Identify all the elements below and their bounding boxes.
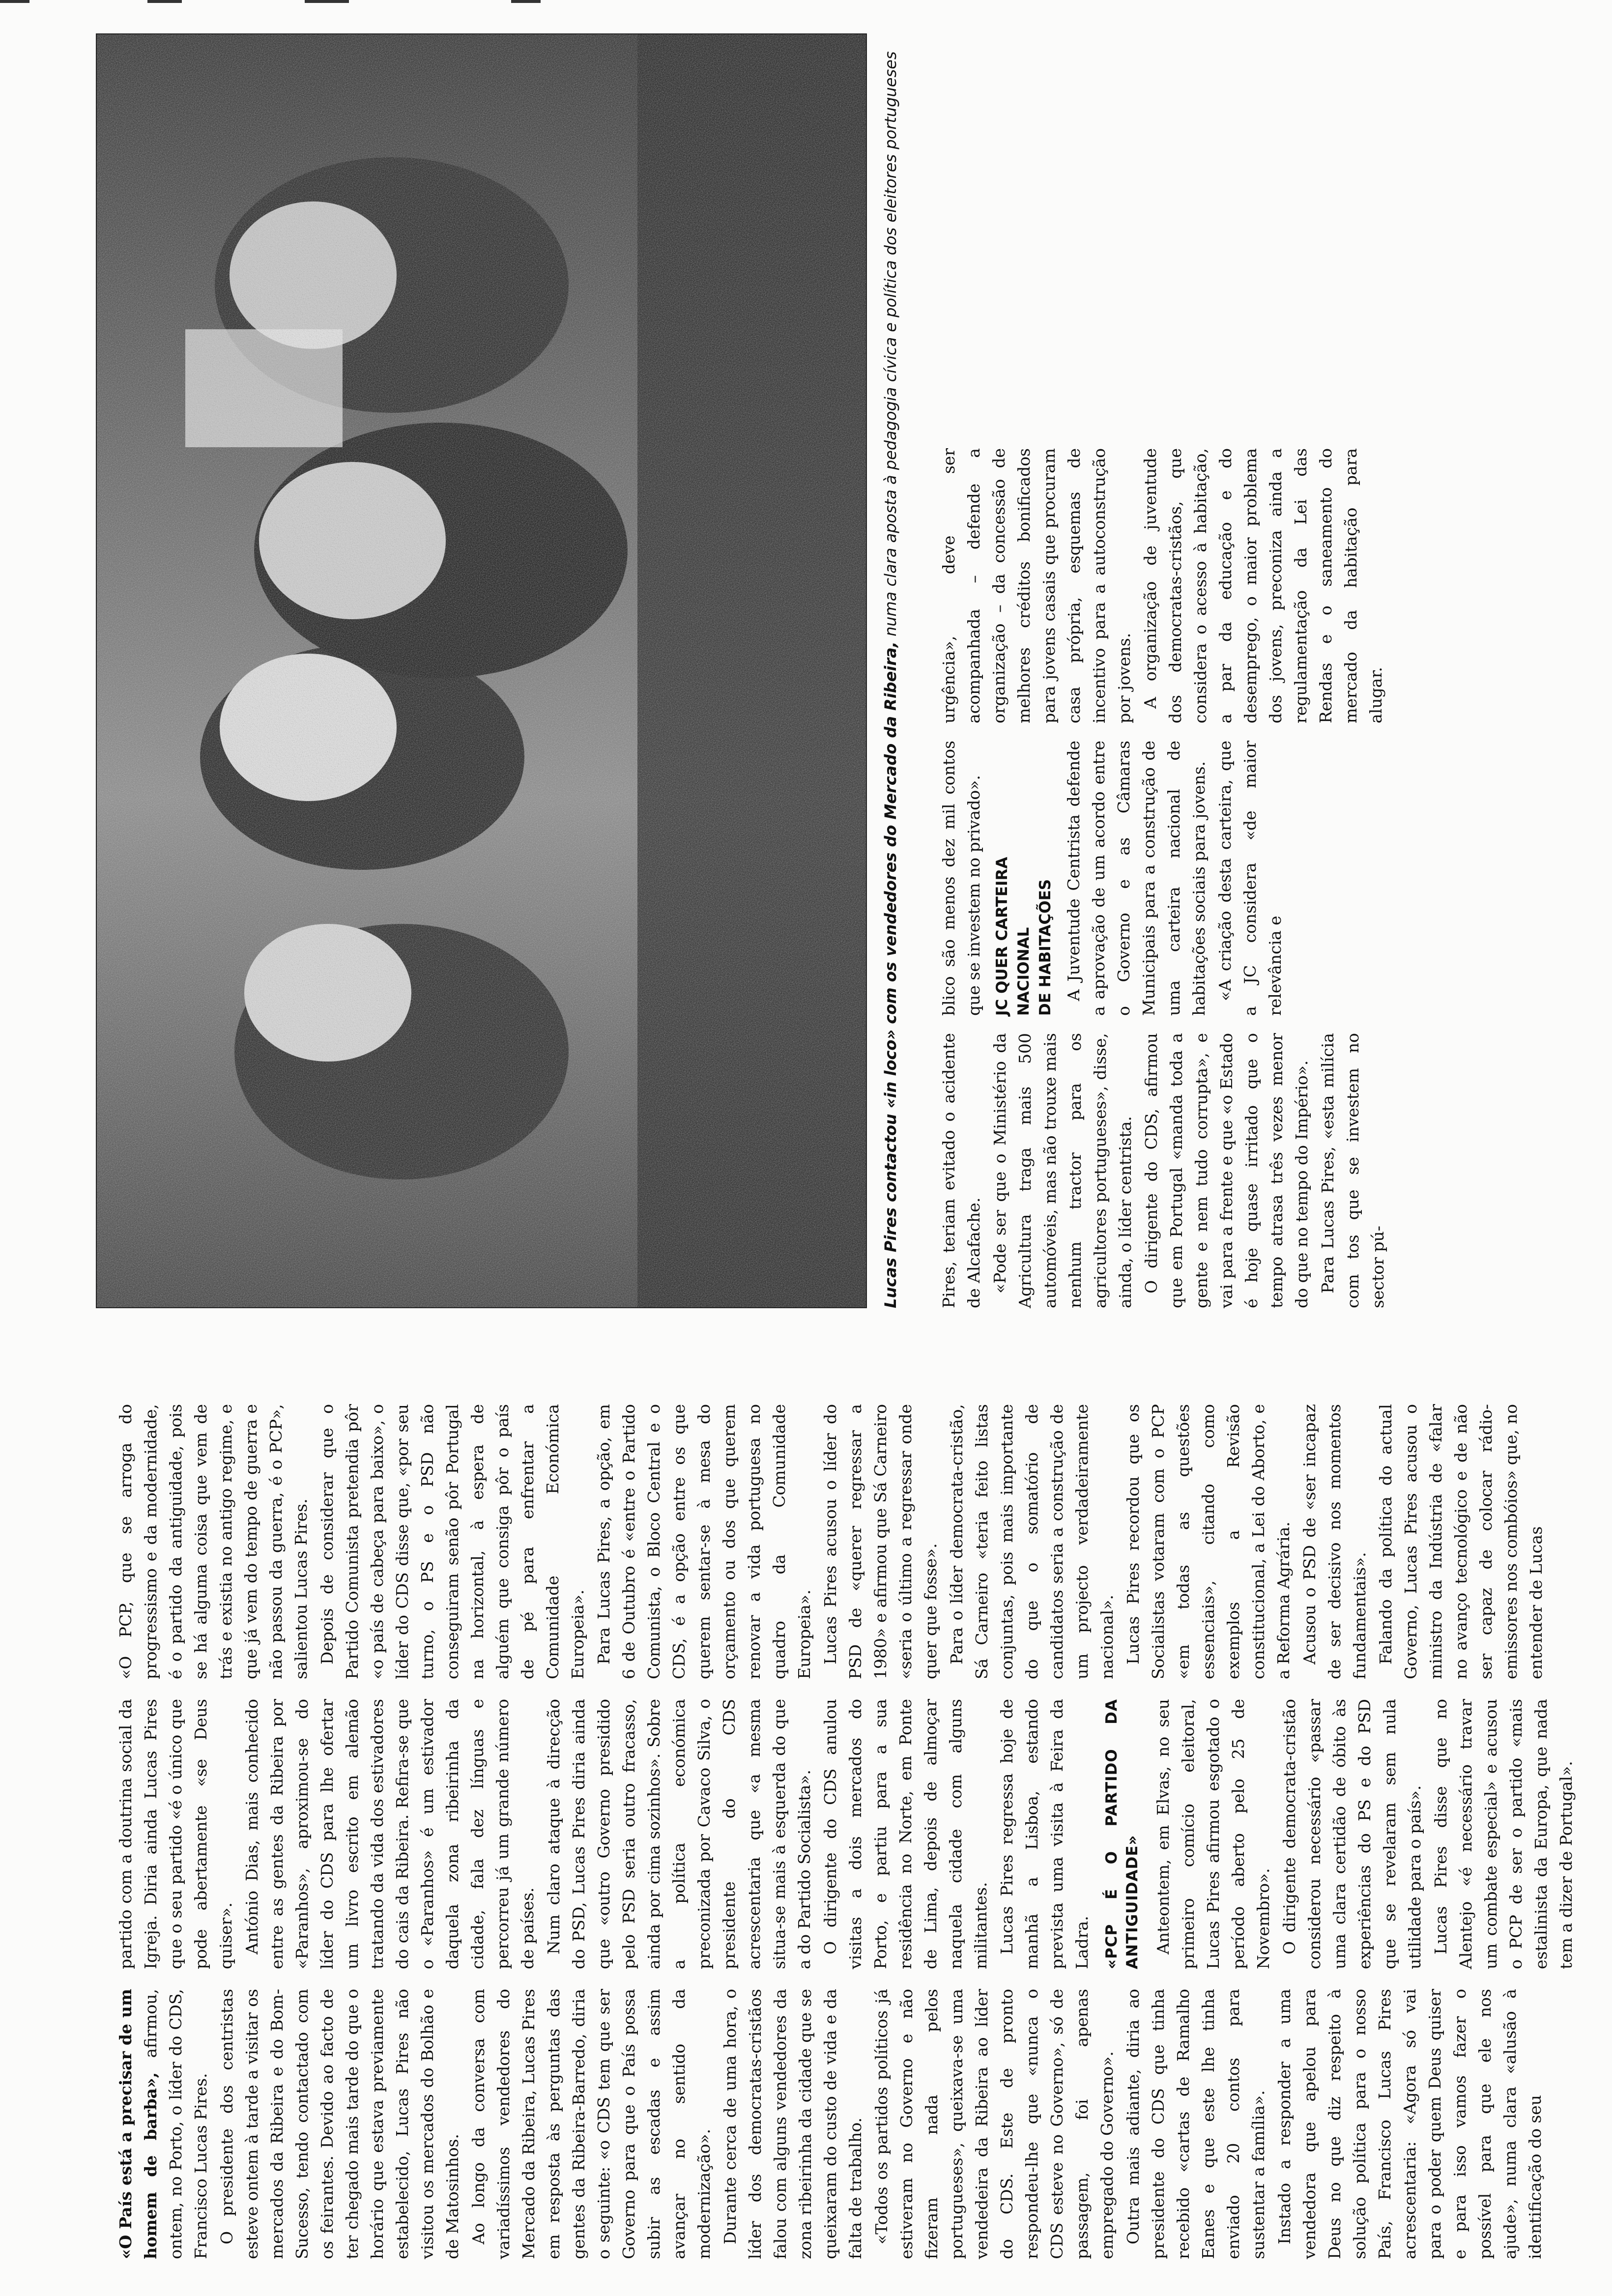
paragraph: blico são menos dez mil contos que se investem no privado».	[939, 741, 983, 1016]
paragraph: Outra mais adiante, diria ao presidente do CDS que tinha recebido «cartas de Ramalho Eanes e que este lhe tinha enviado 20 contos para sustentar a família».	[1123, 1989, 1268, 2259]
paragraph: O dirigente democrata-cristão considerou necessário «passar uma clara certidão de óbito às experiências do PS e do PSD que se revelaram sem nula utilidade para o país».	[1280, 1699, 1424, 1969]
paragraph: Lucas Pires recordou que os Socialistas votaram com o PCP «em todas as questões essenciais», citando como exemplos a Revisão constitucional, a Lei do Aborto, e a Reforma Agrária.	[1123, 1404, 1293, 1679]
paragraph: «O País está a precisar de um homem de barba», afirmou, ontem, no Porto, o líder do CDS, Francisco Lucas Pires.	[116, 1989, 210, 2259]
paragraph: Durante cerca de uma hora, o líder dos democratas-cristãos falou com alguns vendedores da zona ribeirinha da cidade que se queixaram do custo de vida e da falta de trabalho.	[720, 1989, 865, 2259]
paragraph: Lucas Pires acusou o líder do PSD de «querer regressar a 1980» e afirmou que Sá Carneiro «seria o último a regressar onde quer que fosse».	[821, 1404, 940, 1679]
paragraph: O dirigente do CDS, afirmou que em Portugal «manda toda a gente e nem tudo corrupta», e vai para a frente e que «o Estado é hoje quase irritado que o tempo atrasa três vezes menor do que no tempo do Império».	[1142, 1033, 1311, 1308]
paragraph: Anteontem, em Elvas, no seu primeiro comício eleitoral, Lucas Pires afirmou esgotado o período aberto pelo 25 de Novembro».	[1153, 1699, 1273, 1969]
paragraph: partido com a doutrina social da Igreja. Diria ainda Lucas Pires que o seu partido «é o único que pode abertamente «se Deus quiser».	[116, 1699, 235, 1969]
paragraph: urgência», deve ser acompanhada – defende a organização – da concessão de melhores créditos bonificados para jovens casais que procuram casa própria, esquemas de incentivo para a autoconstrução por jovens.	[939, 448, 1134, 723]
paragraph: Instado a responder a uma vendedora que apelou para Deus no que diz respeito à solução política para o nosso País, Francisco Lucas Pires acrescentaria: «Agora só vai para o poder quem Deus quiser e para isso vamos fazer o possível para que ele nos ajude», numa clara «alusão à identificação do seu	[1275, 1989, 1545, 2259]
paragraph: Falando da política do actual Governo, Lucas Pires acusou o ministro da Indústria de «falar no avanço tecnológico e de não ser capaz de colocar rádio-emissores nos combóios» que, no entender de Lucas	[1376, 1404, 1546, 1679]
paragraph: Depois de considerar que o Partido Comunista pretendia pôr «o país de cabeça para baixo», o líder do CDS disse que, «por seu turno, o PS e o PSD não conseguiram senão pôr Portugal na horizontal, à espera de alguém que consiga pôr o país de pé para enfrentar a Comunidade Económica Europeia».	[317, 1404, 587, 1679]
paragraph: «O PCP, que se arroga do progressismo e da modernidade, é o partido da antiguidade, pois se há alguma coisa que vem de trás e existia no antigo regime, e que já vem do tempo de guerra e não passou da guerra, é o PCP», salientou Lucas Pires.	[116, 1404, 311, 1679]
article-column-1	[113, 1989, 1545, 2259]
paragraph: A organização de juventude dos democratas-cristãos, que considera o acesso à habitação, a par da educação e do desemprego, o maior problema dos jovens, preconiza ainda a regulamentação da Lei das Rendas e o saneamento do mercado da habitação para alugar.	[1141, 448, 1385, 723]
news-photo	[96, 33, 867, 1308]
paragraph: O dirigente do CDS anulou visitas a dois mercados do Porto, e partiu para a sua residência no Norte, em Ponte de Lima, depois de almoçar naquela cidade com alguns militantes.	[821, 1699, 990, 1969]
paragraph: Para Lucas Pires, a opção, em 6 de Outubro é «entre o Partido Comunista, o Bloco Central e o CDS, é a opção entre os que querem sentar-se à mesa do orçamento ou dos que querem renovar a vida portuguesa no quadro da Comunidade Europeia».	[594, 1404, 814, 1679]
photo-grain	[97, 34, 866, 1307]
paragraph: Para Lucas Pires, «esta milícia com tos que se investem no sector pú-	[1318, 1033, 1387, 1308]
article-column-5	[936, 741, 1506, 1016]
paragraph: António Dias, mais conhecido entre as gentes da Ribeira por «Paranhos», aproximou-se do líder do CDS para lhe ofertar um livro escrito em alemão tratando da vida dos estivadores do cais da Ribeira. Refira-se que o «Paranhos» é um estivador daquela zona ribeirinha da cidade, fala dez línguas e percorreu já um grande número de países.	[242, 1699, 537, 1969]
paragraph: «A criação desta carteira, que a JC considera «de maior relevância e	[1215, 741, 1285, 1016]
paragraph: Acusou o PSD de «ser incapaz de ser decisivo nos momentos fundamentais».	[1300, 1404, 1369, 1679]
article-column-3	[113, 1404, 1546, 1679]
paragraph: A Juventude Centrista defende a aprovação de um acordo entre o Governo e as Câmaras Municipais para a construção de uma carteira nacional de habitações sociais para jovens.	[1064, 741, 1209, 1016]
article-column-6	[936, 448, 1506, 723]
paragraph: Num claro ataque à direcção do PSD, Lucas Pires diria ainda que «outro Governo presidido pelo PSD seria outro fracasso, ainda por cima sozinhos». Sobre a política económica preconizada por Cavaco Silva, o presidente do CDS acrescentaria que «a mesma situa-se mais à esquerda do que a do Partido Socialista».	[544, 1699, 814, 1969]
paragraph: «Todos os partidos políticos já estiveram no Governo e não fizeram nada pelos portugueses», queixava-se uma vendedeira da Ribeira ao líder do CDS. Este de pronto respondeu-lhe que «nunca o CDS esteve no Governo», só de passagem, foi apenas empregado do Governo».	[872, 1989, 1117, 2259]
article-column-4	[936, 1033, 1506, 1308]
paragraph: Ao longo da conversa com variadíssimos vendedores do Mercado da Ribeira, Lucas Pires em resposta às perguntas das gentes da Ribeira-Barredo, diria o seguinte: «o CDS tem que ser Governo para que o País possa subir as escadas e assim avançar no sentido da modernização».	[469, 1989, 714, 2259]
paragraph: O presidente dos centristas esteve ontem à tarde a visitar os mercados da Ribeira e do Bom-Sucesso, tendo contactado com os feirantes. Devido ao facto de ter chegado mais tarde do que o horário que estava previamente estabelecido, Lucas Pires não visitou os mercados do Bolhão e de Matosinhos.	[217, 1989, 462, 2259]
paragraph: Pires, teriam evitado o acidente de Alcafache.	[939, 1033, 983, 1308]
section-heading: JC QUER CARTEIRA NACIONAL DE HABITAÇÕES	[993, 857, 1054, 1016]
paragraph: Lucas Pires disse que no Alentejo «é necessário travar um combate especial» e acusou o PCP de ser o partido «mais estalinista da Europa, que nada tem a dizer de Portugal».	[1431, 1699, 1576, 1969]
photo-halftone	[97, 34, 866, 1307]
photo-caption: Lucas Pires contactou «in loco» com os vendedores do Mercado da Ribeira, numa clara aposta à pedagogia cívica e política dos eleitores portugueses	[881, 51, 900, 1308]
paragraph: Lucas Pires regressa hoje de manhã a Lisboa, estando prevista uma visita à Feira da Ladra.	[997, 1699, 1092, 1969]
article-column-2	[113, 1699, 1576, 1969]
section-heading: «PCP É O PARTIDO DA ANTIGUIDADE»	[1103, 1699, 1141, 1969]
lead-quote: «O País está a precisar de um homem de barba»,	[116, 1989, 160, 2259]
paragraph: «Pode ser que o Ministério da Agricultura traga mais 500 automóveis, mas não trouxe mais nenhum tractor para os agricultores portugueses», disse, ainda, o líder centrista.	[990, 1033, 1135, 1308]
paragraph: Para o líder democrata-cristão, Sá Carneiro «teria feito listas conjuntas, pois mais importante do que o somatório de candidatos seria a construção de um projecto verdadeiramente nacional».	[947, 1404, 1117, 1679]
